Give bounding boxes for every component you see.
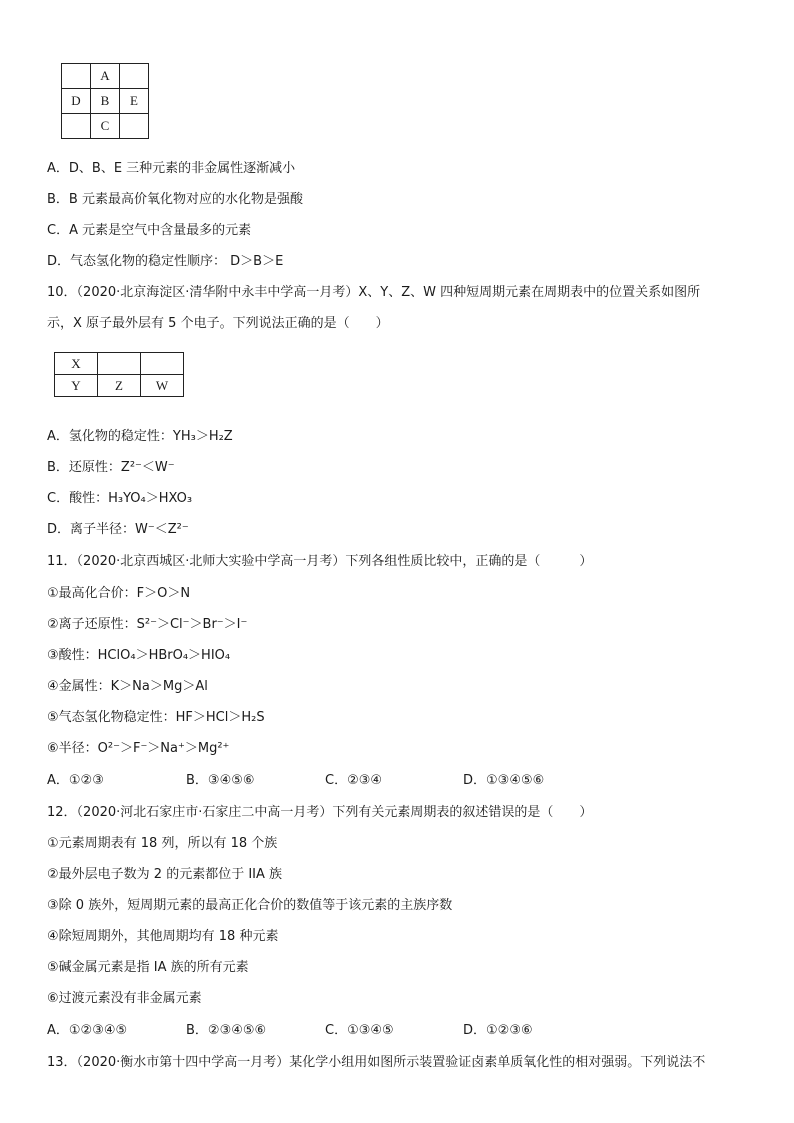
q12-item-6: ⑥过渡元素没有非金属元素 [47,991,202,1006]
q10-option-d: D．离子半径：W⁻＜Z²⁻ [47,522,189,537]
grid-cell [141,353,184,375]
q11-answer-c: C．②③④ [325,773,383,788]
grid-cell [98,353,141,375]
q11-answer-a: A．①②③ [47,773,104,788]
q9-option-d: D．气态氢化物的稳定性顺序： D＞B＞E [47,254,284,269]
q9-option-c: C．A 元素是空气中含量最多的元素 [47,223,252,238]
grid-cell [120,64,149,89]
q12-answer-b: B．②③④⑤⑥ [186,1023,267,1038]
q11-stem: 11．（2020·北京西城区·北师大实验中学高一月考）下列各组性质比较中，正确的是（ ） [47,554,593,569]
q11-item-4: ④金属性：K＞Na＞Mg＞Al [47,679,208,694]
q10-option-c: C．酸性：H₃YO₄＞HXO₃ [47,491,193,506]
q12-item-2: ②最外层电子数为 2 的元素都位于 IIA 族 [47,867,283,882]
q12-answer-d: D．①②③⑥ [463,1023,533,1038]
q12-item-3: ③除 0 族外，短周期元素的最高正化合价的数值等于该元素的主族序数 [47,898,453,913]
q9-option-b: B．B 元素最高价氧化物对应的水化物是强酸 [47,192,303,207]
q10-stem-line2: 示，X 原子最外层有 5 个电子。下列说法正确的是（ ） [47,316,389,331]
q12-item-1: ①元素周期表有 18 列，所以有 18 个族 [47,836,278,851]
q12-item-4: ④除短周期外，其他周期均有 18 种元素 [47,929,279,944]
q12-stem: 12．（2020·河北石家庄市·石家庄二中高一月考）下列有关元素周期表的叙述错误的是（ ） [47,805,593,820]
q11-answer-d: D．①③④⑤⑥ [463,773,545,788]
q12-answer-c: C．①③④⑤ [325,1023,394,1038]
grid-cell: B [91,89,120,114]
grid-cell [62,64,91,89]
q13-stem: 13．（2020·衡水市第十四中学高一月考）某化学小组用如图所示装置验证卤素单质氧化性的相对强弱。下列说法不 [47,1055,706,1070]
q11-item-3: ③酸性：HClO₄＞HBrO₄＞HIO₄ [47,648,231,663]
grid-cell: A [91,64,120,89]
q10-stem-line1: 10．（2020·北京海淀区·清华附中永丰中学高一月考）X、Y、Z、W 四种短周期元素在周期表中的位置关系如图所 [47,285,701,300]
grid-cell: X [55,353,98,375]
grid-cell: Z [98,375,141,397]
q12-answer-a: A．①②③④⑤ [47,1023,128,1038]
grid-cell: Y [55,375,98,397]
q11-item-6: ⑥半径：O²⁻＞F⁻＞Na⁺＞Mg²⁺ [47,741,230,756]
q10-option-a: A．氢化物的稳定性：YH₃＞H₂Z [47,429,233,444]
q11-answer-b: B．③④⑤⑥ [186,773,255,788]
grid-cell [62,114,91,139]
periodic-grid-figure-q10 [54,352,184,397]
grid-cell [120,114,149,139]
grid-cell: C [91,114,120,139]
q12-item-5: ⑤碱金属元素是指 IA 族的所有元素 [47,960,249,975]
grid-cell: E [120,89,149,114]
q10-option-b: B．还原性：Z²⁻＜W⁻ [47,460,175,475]
q9-option-a: A．D、B、E 三种元素的非金属性逐渐减小 [47,161,296,176]
q11-item-1: ①最高化合价：F＞O＞N [47,586,191,601]
grid-cell: D [62,89,91,114]
q11-item-5: ⑤气态氢化物稳定性：HF＞HCl＞H₂S [47,710,265,725]
grid-cell: W [141,375,184,397]
periodic-grid-figure-q9 [61,63,149,139]
q11-item-2: ②离子还原性：S²⁻＞Cl⁻＞Br⁻＞I⁻ [47,617,248,632]
